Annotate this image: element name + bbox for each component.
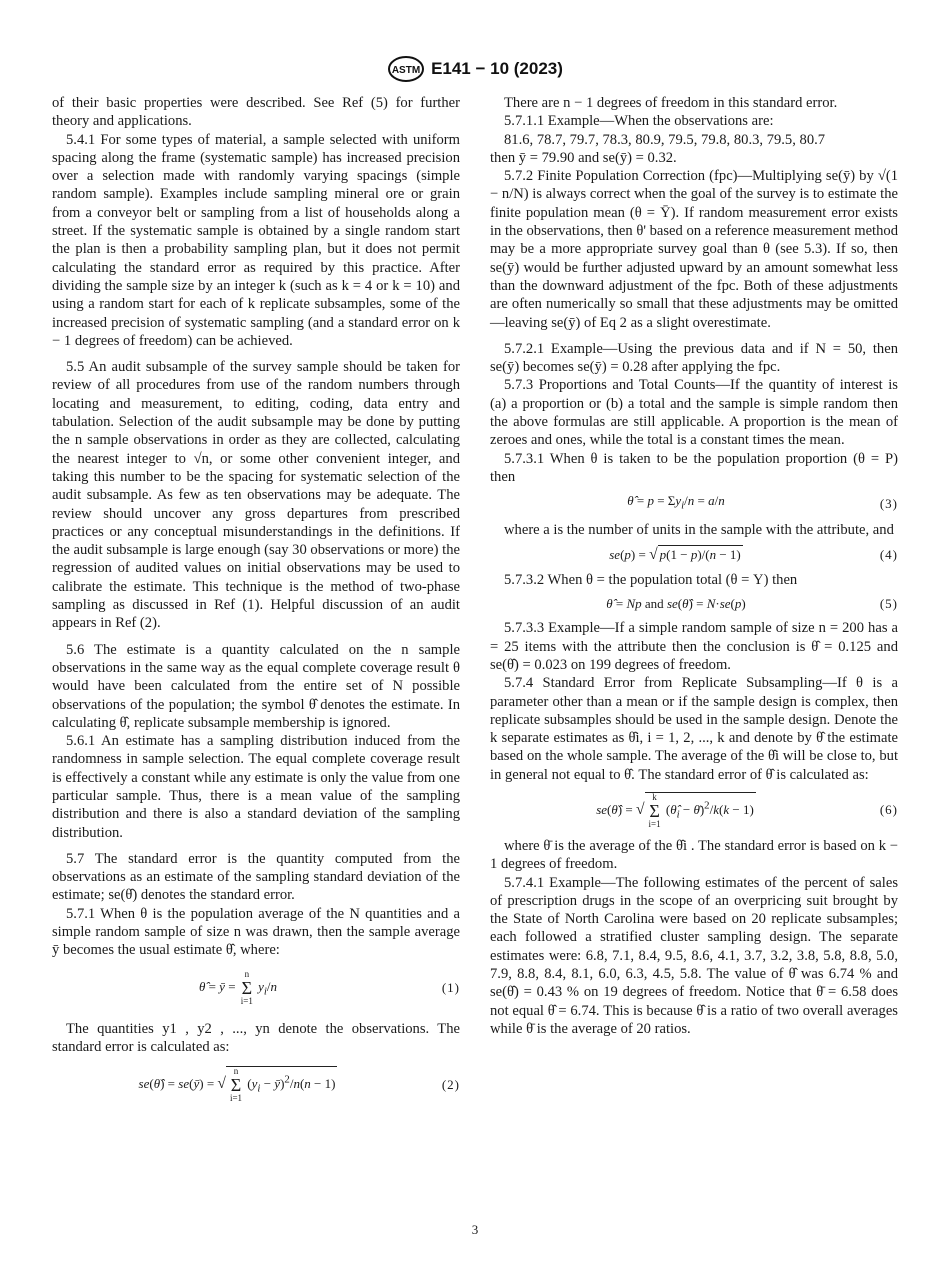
svg-text:ASTM: ASTM [391,65,421,76]
equation-5-number: (5) [879,596,898,612]
equation-3-number: (3) [879,495,898,511]
equation-6-number: (6) [879,802,898,818]
paragraph-5-7-4: 5.7.4 Standard Error from Replicate Subsampling—If θ is a parameter other than a mean or if the sample design is complex, then replicate subsamples should be used in the sample design. Denote the k separate estimates as θ̂i, i = 1, 2, ..., k and denote by θ̂ the estimate based on the whole sample. The average of the θ̂i will be close to, but in general not equal to θ̂. The standard error of θ̂ is calculated as: [490,675,898,783]
paragraph-where-a: where a is the number of units in the sample with the attribute, and [504,522,894,539]
paragraph-observations: The quantities y1 , y2 , ..., yn denote the observations. The standard error is calculated as: [52,1020,460,1055]
paragraph-5-7-3: 5.7.3 Proportions and Total Counts—If the quantity of interest is (a) a proportion or (b) a total and the sample is simple random then the above formulas are still applicable. A proportion is the mean of zeroes and ones, while the total is a constant times the mean. [490,377,898,449]
paragraph-5-7-1: 5.7.1 When θ is the population average of the N quantities and a simple random sample of size n was drawn, then the sample average ȳ becomes the usual estimate θ̂, where: [52,905,460,959]
paragraph-continuation: of their basic properties were described. See Ref (5) for further theory and applications. [52,95,460,130]
page-number: 3 [471,1222,479,1237]
equation-5 [490,595,898,613]
equation-1-expression: θ̂ = ȳ = n Σ i=1 $y_i/n$ [198,968,278,1006]
paragraph-5-4-1: 5.4.1 For some types of material, a sample selected with uniform spacing along the frame (systematic sample) has increased precision over a selection made with randomly varying spacings (simple random sample). Examples include sampling mineral ore or grain from a conveyor belt or sampling from a list of households along a street. If the systematic sample is obtained by a single random start the plan is then a probability sampling plan, but it does not permit calculating the standard error as required by this practice. After dividing the sample size by an integer k (such as k = 4 or k = 10) and using a random start for each of k replicate subsamples, some of the increased precision of systematic sampling (and a standard error on k − 1 degrees of freedom) can be achieved. [52,131,460,349]
equation-6 [490,792,898,829]
paragraph-5-7-3-3: 5.7.3.3 Example—If a simple random sample of size n = 200 has a = 25 items with the attribute then the conclusion is θ̂ = 0.125 and se(θ̂) = 0.023 on 199 degrees of freedom. [490,620,898,673]
paragraph-5-6: 5.6 The estimate is a quantity calculated on the n sample observations in the same way as the equal complete coverage result θ would have been calculated from the entire set of N possible observations of the population; the symbol θ̂ denotes the estimate. In calculating θ̂, replicate subsample membership is ignored. [52,641,460,731]
paragraph-degrees-of-freedom: There are n − 1 degrees of freedom in this standard error. [504,95,838,111]
observation-result: then ȳ = 79.90 and se(ȳ) = 0.32. [490,149,677,166]
equation-2 [52,1066,460,1103]
document-id: E141 − 10 (2023) [431,59,563,78]
equation-3 [490,492,898,515]
equation-1 [52,970,460,1006]
paragraph-5-7: 5.7 The standard error is the quantity computed from the observations as an estimate of the sampling standard deviation of the estimate; se(θ̂) denotes the standard error. [52,850,460,904]
paragraph-5-5: 5.5 An audit subsample of the survey sample should be taken for review of all procedures from use of the random numbers through locating and measurement, to editing, coding, data entry and tabulation. Selection of the audit subsample may be done by putting the n sample observations in order as they are collected, calculating the nearest integer to √n, or some other convenient integer, and taking this number to be the spacing for systematic selection of the audit subsample. As few as ten observations may be adequate. The review should uncover any gross departures from prescribed practices or any conceptual misunderstandings in the definitions. If the audit subsample is large enough (say 30 observations or more) the regression of audited values on initial observations may be used to calibrate the estimate. This technique is the method of two-phase sampling as discussed in Ref (1). Helpful discussion of an audit appears in Ref (2). [52,359,460,632]
equation-3-expression: θ̂ = $p = \Sigma y_i/n = a/n$ [627,493,725,512]
paragraph-where-theta-bar: where θ̄ is the average of the θ̂i . The standard error is based on k − 1 degrees of freedom. [490,837,898,873]
right-column [490,94,898,1038]
equation-6-expression: se(θ̂) = √ k Σ i=1 ($\thetâ_i$ − θ̄)$^2$/k(k − 1) [596,791,754,829]
equation-2-expression: se(θ̂) = se(ȳ) = √ n Σ i=1 ($y_i$ − ȳ)$^2$/n(n − 1) [138,1066,336,1104]
equation-1-number: (1) [441,979,460,995]
equation-4 [490,545,898,564]
left-column [52,94,460,1113]
paragraph-5-7-3-2: 5.7.3.2 When θ = the population total (θ = Y) then [504,571,798,588]
paragraph-5-7-1-1: 5.7.1.1 Example—When the observations are: [504,113,774,130]
equation-5-expression: θ̂ = Np and se(θ̂) = N·se(p) [606,596,746,612]
observation-values: 81.6, 78.7, 79.7, 78.3, 80.9, 79.5, 79.8, 80.3, 79.5, 80.7 [504,131,826,148]
astm-logo-icon [387,56,425,82]
equation-2-number: (2) [441,1076,460,1092]
paragraph-5-6-1: 5.6.1 An estimate has a sampling distribution induced from the randomness in sample selection. The equal complete coverage result is effectively a constant while any estimate is only the value from one particular sample. Thus, there is a mean value of the sampling distribution and there is also a standard deviation of the sampling distribution. [52,733,460,841]
paragraph-5-7-2: 5.7.2 Finite Population Correction (fpc)—Multiplying se(ȳ) by √(1 − n/N) is always correct when the goal of the survey is to estimate the finite population mean (θ = Ȳ). If random measurement error exists in the observations, then θ' based on a reference measurement method may be a more appropriate survey goal than θ (see 5.3). If so, then se(ȳ) would be further adjusted upward by an amount somewhat less than the downward adjustment of the fpc. Both of these adjustments are often numerically so small that these adjustments may be omitted—leaving se(ȳ) of Eq 2 as a slight overestimate. [490,168,898,331]
equation-4-expression: se(p) = √ p(1 − p)/(n − 1) [609,546,741,564]
equation-4-number: (4) [879,546,898,562]
paragraph-5-7-3-1: 5.7.3.1 When θ is taken to be the population proportion (θ = P) then [490,450,898,485]
paragraph-5-7-2-1: 5.7.2.1 Example—Using the previous data and if N = 50, then se(ȳ) becomes se(ȳ) = 0.28 after applying the fpc. [490,340,898,376]
page-header [0,56,950,82]
paragraph-5-7-4-1: 5.7.4.1 Example—The following estimates of the percent of sales of prescription drugs in the scope of an overpricing suit brought by the State of North Carolina were based on 20 replicate subsamples; each followed a stratified cluster sampling design. The separate estimates were: 6.8, 7.1, 8.4, 9.5, 8.6, 4.1, 3.7, 3.2, 3.8, 5.8, 8.8, 5.0, 7.9, 8.8, 8.4, 8.1, 6.0, 6.3, 4.5, 5.8. The value of θ̂ was 6.74 % and se(θ̂) = 0.43 % on 19 degrees of freedom. Notice that θ̄ = 6.58 does not equal θ̂ = 6.74. This is because θ̂ is a ratio of two overall averages while θ̄ is the average of 20 ratios. [490,874,898,1037]
